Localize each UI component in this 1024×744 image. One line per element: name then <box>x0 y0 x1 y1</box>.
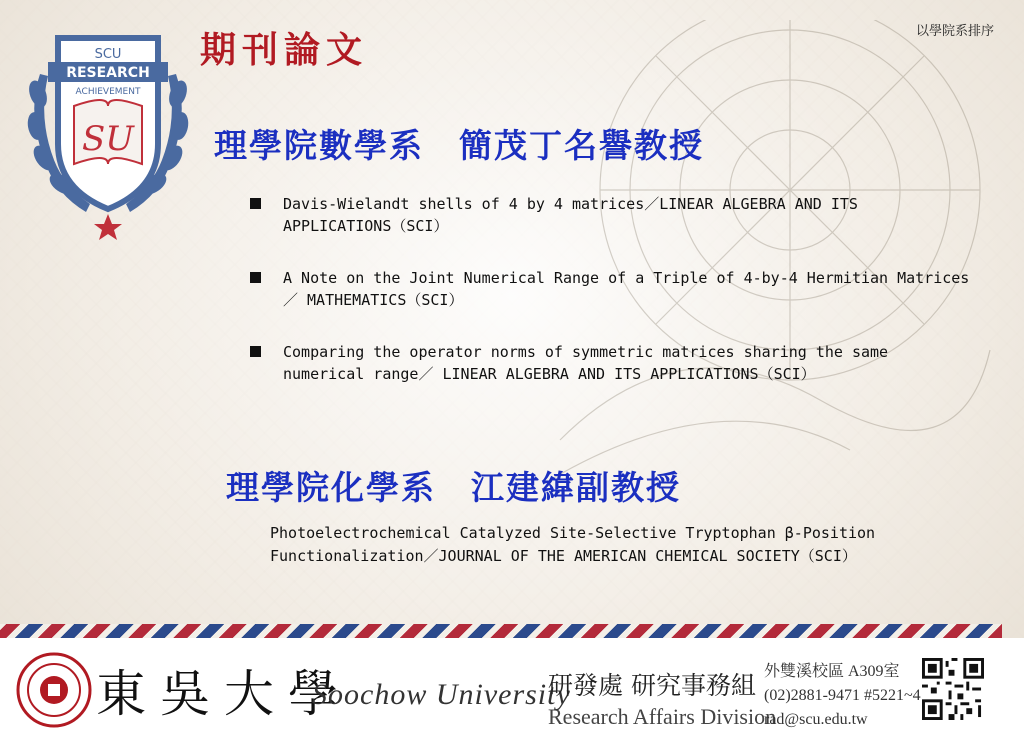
contact-location: 外雙溪校區 A309室 <box>764 663 900 680</box>
bullet-square-icon <box>250 198 261 209</box>
office-name-cn: 研發處 研究事務組 <box>548 671 756 700</box>
contact-email: rad@scu.edu.tw <box>764 711 868 728</box>
footer <box>0 638 1024 744</box>
crest-scu-text: SCU <box>94 47 122 62</box>
page-title: 期刊論文 <box>200 29 369 71</box>
crest-research-text: RESEARCH <box>66 65 150 81</box>
publication-list-mathematics <box>250 193 970 415</box>
university-seal-icon <box>16 652 92 728</box>
contact-info <box>764 660 921 732</box>
publication-text: A Note on the Joint Numerical Range of a Triple of 4-by-4 Hermitian Matrices／ MATHEMATICS（SCI） <box>283 269 970 309</box>
bullet-square-icon <box>250 346 261 357</box>
bullet-square-icon <box>250 272 261 283</box>
list-item <box>250 341 970 385</box>
crest-achievement-text: ACHIEVEMENT <box>75 87 141 97</box>
office-name-en: Research Affairs Division <box>548 704 777 729</box>
publication-text-chemistry: Photoelectrochemical Catalyzed Site-Selective Tryptophan β-Position Functionalization／JOURNAL OF THE AMERICAN CHEMICAL SOCIETY（SCI） <box>270 524 876 565</box>
university-name-cn: 東吳大學 <box>96 665 352 723</box>
section-title-chemistry: 理學院化學系 江建緯副教授 <box>226 468 681 507</box>
scu-research-achievement-crest-icon <box>18 14 198 244</box>
publication-text: Comparing the operator norms of symmetric matrices sharing the same numerical range／ LINEAR ALGEBRA AND ITS APPLICATIONS（SCI） <box>283 343 889 383</box>
list-item <box>250 267 970 311</box>
list-item <box>250 193 970 237</box>
contact-phone: (02)2881-9471 #5221~4 <box>764 687 921 704</box>
university-name-en: Soochow University <box>312 678 571 711</box>
publication-text: Davis-Wielandt shells of 4 by 4 matrices／LINEAR ALGEBRA AND ITS APPLICATIONS（SCI） <box>283 195 858 235</box>
sort-note: 以學院系排序 <box>915 24 994 39</box>
crest-monogram-text: SU <box>82 119 134 159</box>
section-title-mathematics: 理學院數學系 簡茂丁名譽教授 <box>214 126 704 165</box>
airmail-stripe-divider <box>0 624 1002 638</box>
qr-code-icon <box>922 658 984 720</box>
